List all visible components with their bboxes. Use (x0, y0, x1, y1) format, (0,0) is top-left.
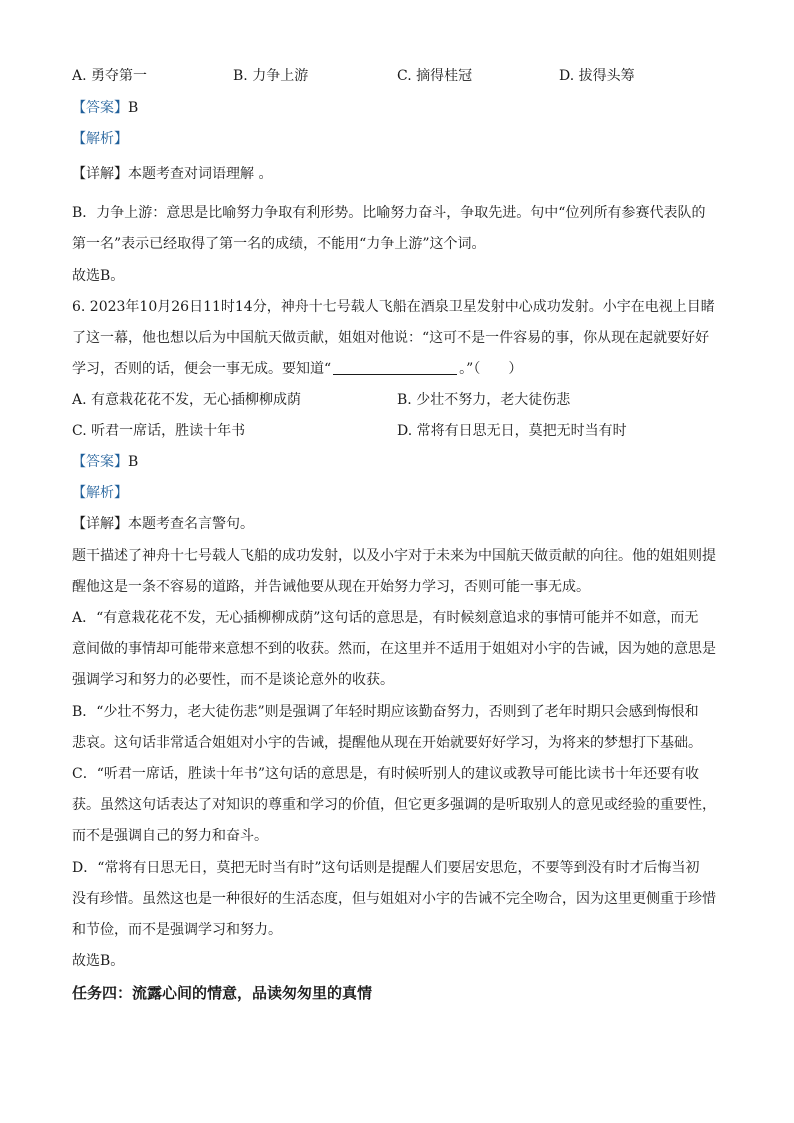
answer-tag: 【答案】 (72, 454, 128, 470)
q5-conclusion: 故选B。 (72, 268, 125, 284)
q5-explain-line-1: B．力争上游：意思是比喻努力争取有利形势。比喻努力奋斗，争取先进。句中“位列所有参赛代表队的 (72, 205, 706, 221)
q6-analysis-line: 没有珍惜。虽然这也是一种很好的生活态度，但与姐姐对小宇的告诫不完全吻合，因为这里更侧重于珍惜 (72, 891, 716, 907)
q5-option-b: B. 力争上游 (233, 68, 309, 84)
q6-stem-line-2: 了这一幕，他也想以后为中国航天做贡献，姐姐对他说：“这可不是一件容易的事，你从现在起就要好好 (72, 330, 710, 346)
q6-analysis-line: 和节俭，而不是强调学习和努力。 (72, 922, 282, 938)
q6-analysis-line: 题干描述了神舟十七号载人飞船的成功发射，以及小宇对于未来为中国航天做贡献的向往。他的姐姐则提 (72, 548, 716, 564)
task-four-heading: 任务四：流露心间的情意，品读匆匆里的真情 (72, 984, 373, 1002)
q6-option-a: A. 有意栽花花不发，无心插柳柳成荫 (72, 392, 302, 408)
q6-analysis-line: 悲哀。这句话非常适合姐姐对小宇的告诫，提醒他从现在开始就要好好学习，为将来的梦想打下基础。 (72, 735, 702, 751)
answer-value: B (128, 100, 139, 116)
q5-option-a: A. 勇夺第一 (72, 68, 148, 84)
q6-detail: 【详解】本题考查名言警句。 (72, 516, 254, 532)
q6-analysis-line: C．“听君一席话，胜读十年书”这句话的意思是，有时候听别人的建议或教导可能比读书十年还要有收 (72, 766, 700, 782)
q6-option-d: D. 常将有日思无日，莫把无时当有时 (397, 423, 627, 439)
q6-analysis-line: 意间做的事情却可能带来意想不到的收获。然而，在这里并不适用于姐姐对小宇的告诫，因为她的意思是 (72, 641, 716, 657)
q5-explain-line-2: 第一名”表示已经取得了第一名的成绩，不能用“力争上游”这个词。 (72, 236, 486, 252)
q6-analysis-tag: 【解析】 (72, 485, 128, 501)
q6-analysis-line: B．“少壮不努力，老大徒伤悲”则是强调了年轻时期应该勤奋努力，否则到了老年时期只会感到悔恨和 (72, 704, 699, 720)
q5-analysis-tag: 【解析】 (72, 131, 128, 147)
q6-answer (72, 452, 722, 472)
q6-stem-end: 。”（ ） (459, 361, 523, 377)
q6-analysis-line: 而不是强调自己的努力和奋斗。 (72, 828, 268, 844)
q6-analysis-line: A．“有意栽花花不发，无心插柳柳成荫”这句话的意思是，有时候刻意追求的事情可能并不如意，而无 (72, 610, 699, 626)
q6-option-b: B. 少壮不努力，老大徒伤悲 (397, 392, 571, 408)
q6-stem-text: 学习，否则的话，便会一事无成。要知道“ (72, 361, 332, 377)
q6-analysis-line: 获。虽然这句话表达了对知识的尊重和学习的价值，但它更多强调的是听取别人的意见或经验的重要性， (72, 797, 716, 813)
q5-detail: 【详解】本题考查对词语理解 。 (72, 166, 273, 182)
q5-option-d: D. 拔得头筹 (559, 68, 635, 84)
q6-option-c: C. 听君一席话，胜读十年书 (72, 423, 246, 439)
q5-option-c: C. 摘得桂冠 (397, 68, 473, 84)
q6-analysis-line: 强调学习和努力的必要性，而不是谈论意外的收获。 (72, 672, 394, 688)
q6-conclusion: 故选B。 (72, 953, 125, 969)
q6-analysis-line: 醒他这是一条不容易的道路，并告诫他要从现在开始努力学习，否则可能一事无成。 (72, 579, 590, 595)
q6-stem-line-1: 6. 2023年10月26日11时14分，神舟十七号载人飞船在酒泉卫星发射中心成功发射。小宇在电视上目睹 (72, 299, 715, 315)
answer-value: B (128, 454, 139, 470)
q6-stem-line-3 (72, 359, 722, 379)
q6-analysis-line: D．“常将有日思无日，莫把无时当有时”这句话则是提醒人们要居安思危，不要等到没有时才后悔当初 (72, 860, 700, 876)
answer-tag: 【答案】 (72, 100, 128, 116)
q5-answer (72, 98, 722, 118)
fill-blank (333, 360, 457, 375)
